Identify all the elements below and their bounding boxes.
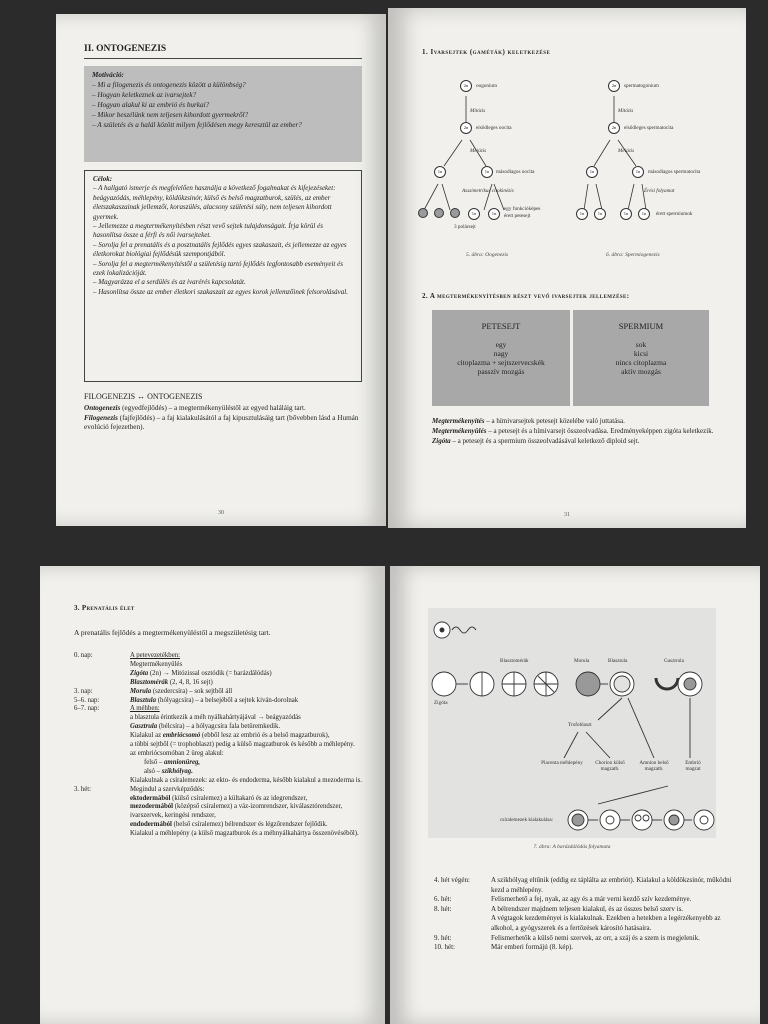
timeline-text: Kialakulnak a csíralemezek: az ekto- és endoderma, később kialakul a mezoderma is.: [130, 776, 362, 784]
week-text: Felismerhető a fej, nyak, az agy és a már verni kezdő szív kezdeménye.: [491, 895, 692, 904]
timeline-text: Kialakul a méhlepény (a külső magzatburok és a méhnyálkahártya összenövéséből).: [130, 830, 359, 838]
timeline-text: (belső csíralemez) bélrendszer és légzőrendszer fejlődik.: [171, 821, 328, 829]
caption-spermiogenezis: 6. ábra: Spermiogenezis: [606, 252, 660, 258]
label-spermatogonium: spermatogonium: [624, 83, 659, 89]
secondary-oocyte-cell: 1n: [481, 166, 493, 178]
motivation-item: – Mi a filogenezis és ontogenezis között a különbség?: [92, 81, 246, 89]
label-placenta: Placenta méhlepény: [541, 760, 583, 766]
term-megtermekenyules: Megtermékenyülés: [432, 427, 487, 435]
timeline-text: (2, 4, 8, 16 sejt): [168, 678, 213, 686]
goal-item: – Sorolja fel a prenatális és a posztnatális fejlődés egyes szakaszait, és jellemezze az egyes életkorokat biológiai fejlődésük szempontjából.: [93, 240, 347, 259]
timeline-text: az embriócsomóban 2 üreg alakul:: [130, 749, 224, 757]
timeline-location: A petevezetékben:: [130, 652, 181, 659]
label-meiozis: Meiózis: [470, 148, 487, 154]
label-amnion: Amnion belső magzatb.: [639, 760, 669, 772]
term-mezoderma: mezodermából: [130, 803, 174, 811]
timeline-text: (külső csíralemez) a kültakaró és az idegrendszer,: [170, 794, 308, 802]
motivation-item: – A születés és a halál között milyen fejlődésen megy keresztül az ember?: [92, 121, 302, 129]
prenatal-intro: A prenatális fejlődés a megtermékenyüléstől a megszületésig tart.: [74, 628, 271, 637]
timeline-key: 6–7. nap:: [74, 705, 100, 713]
week-text: Már emberi formájú (8. kép).: [491, 943, 574, 952]
petesejt-box: [432, 310, 570, 406]
spermium-box: [573, 310, 709, 406]
label-sp-meiozis: Meiózis: [618, 148, 635, 154]
label-morula: Morula: [574, 658, 590, 664]
timeline-text: a blasztula érintkezik a méh nyálkahártyájával → beágyazódás: [130, 714, 301, 722]
weekly-development: [434, 876, 734, 953]
spermium-title: SPERMIUM: [618, 321, 664, 331]
timeline-text: Megindul a szervképződés:: [130, 785, 205, 793]
label-blasztula: Blasztula: [608, 658, 628, 664]
goals-title: Célok:: [93, 175, 113, 183]
spermium-row: kicsi: [633, 349, 649, 358]
week-text: Felismerhetők a külső nemi szervek, az orr, a száj és a szem is megjelenik.: [491, 933, 700, 942]
motivation-item: – Hogyan keletkeznek az ivarsejtek?: [92, 91, 197, 99]
term-ektoderma: ektodermából: [130, 794, 171, 802]
term-embriocsomo: embriócsomó: [162, 732, 201, 740]
goal-item: – Jellemezze a megtermékenyítésben részt vevő sejtek tulajdonságait. Írja körül és hasonlítsa össze a férfi és női ivarsejteket.: [93, 222, 323, 240]
caption-oogenezis: 5. ábra: Oogenezis: [466, 252, 509, 258]
def-megtermekenyites: – a hímivarsejtek petesejt közelébe való juttatása.: [484, 417, 625, 425]
primary-oocyte-cell: 2n: [460, 122, 472, 134]
term-blasztula: Blasztula: [130, 696, 157, 704]
label-masodlagos-oocita: másodlagos oocita: [496, 169, 535, 175]
def-zigota: – a petesejt és a spermium összeolvadásával keletkező diploid sejt.: [450, 437, 640, 445]
timeline-text: felső –: [144, 758, 165, 766]
label-sp-mitozis: Mitózis: [618, 108, 634, 114]
goal-item: – A hallgató ismerje és megfelelően használja a következő fogalmakat és kifejezéseket: beágyazódás, méhlepény, köldökzsinór, külső és belső magzatburok, szülés, az ember életszakaszainak jellemzői, koraszülés, alacsony születési súly, nem teljesen kihordott gyermek.: [93, 184, 336, 221]
petesejt-row: nagy: [493, 349, 509, 358]
week-key: 9. hét:: [434, 933, 452, 942]
motivation-item: – Mikor beszélünk nem teljesen kihordott gyermekről?: [92, 111, 249, 119]
section-heading-prenatal: 3. Prenatális élet: [74, 604, 135, 612]
timeline-location: A méhben:: [130, 705, 160, 713]
week-key: 10. hét:: [434, 943, 455, 952]
filogenezis-text: (fajfejlődés) – a faj kialakulásától a faj kipusztulásáig tart (bővebben lásd a Humán evolúció fejezetben).: [84, 413, 359, 432]
goal-item: – Hasonlítsa össze az ember életkori szakaszait az egyes korok jellemzőinek felsorolásával.: [93, 287, 348, 296]
page-32: [40, 566, 385, 1024]
secondary-oocyte-cell: 1n: [434, 166, 446, 178]
term-amnionureg: amnionüreg,: [164, 758, 201, 766]
secondary-spermatocyte-cell: 1n: [632, 166, 644, 178]
ontogenezis-text: (egyedfejlődés) – a megtermékenyüléstől az egyed haláláig tart.: [120, 404, 306, 412]
term-megtermekenyites: Megtermékenyítés: [432, 417, 485, 425]
sperm-cell: 1n: [576, 208, 588, 220]
motivation-box: [84, 66, 362, 162]
heading-rule: [84, 58, 362, 59]
term-zigota: Zigóta: [432, 437, 451, 445]
filogenezis-title: FILOGENEZIS ↔ ONTOGENEZIS: [84, 392, 203, 401]
petesejt-row: citoplazma + sejtszervecskék: [457, 358, 545, 367]
filogenezis-body: [84, 404, 364, 433]
goal-item: – Magyarázza el a serdülés és az ivarérés kapcsolatát.: [93, 278, 246, 287]
label-elsodleges-spermatocita: elsődleges spermatocita: [624, 125, 674, 131]
week-text: A szikhólyag eltűnik (eddig ez táplálta az embriót). Kialakul a köldökzsinór, működni kezd a méhlepény.: [491, 876, 732, 894]
goal-item: – Sorolja fel a megtermékenyítéstől a születésig tartó fejlődés legfontosabb eseményeit és ezek lokalizációját.: [93, 259, 343, 278]
timeline-key: 3. hét:: [74, 785, 91, 793]
sperm-cell: 1n: [594, 208, 606, 220]
cleavage-figure: [428, 608, 716, 838]
page-33: [390, 566, 760, 1024]
timeline-text: (szedercsíra) – sok sejtből áll: [151, 687, 233, 695]
prenatal-timeline: [74, 652, 364, 839]
label-funkcioképes: egy funkcióképes: [504, 206, 541, 212]
timeline-text: (bélcsíra) – a hólyagcsíra fala betüremkedik.: [157, 723, 281, 731]
timeline-text: Kialakul az: [130, 732, 163, 740]
timeline-text: (középső csíralemez) a váz-izomrendszer, kiválasztórendszer, ivarszervek, keringési rendszer,: [130, 803, 343, 820]
sperm-cell: 1n: [638, 208, 650, 220]
page-number: 31: [564, 512, 570, 518]
egg-cell: 1n: [468, 208, 480, 220]
term-blasztomerak: Blasztomérák: [130, 678, 169, 686]
egg-cell: 1n: [488, 208, 500, 220]
petesejt-row: egy: [495, 340, 507, 349]
goals-box: [84, 170, 362, 382]
timeline-key: 0. nap:: [74, 652, 93, 659]
week-key: 4. hét végén:: [434, 876, 470, 884]
term-filogenezis: Filogenezis: [84, 413, 118, 422]
label-elsodleges-oocita: elsődleges oocita: [476, 125, 512, 131]
label-gasztrula: Gasztrula: [664, 658, 684, 664]
term-ontogenezis: Ontogenezis: [84, 404, 121, 412]
timeline-text: (ebből lesz az embrió és a belső magzatburok),: [200, 732, 330, 740]
label-masodlagos-spermatocita: másodlagos spermatocita: [648, 169, 701, 175]
label-oogonium: oogonium: [476, 83, 498, 89]
week-text: A bélrendszer majdnem teljesen kialakul, és az összes belső szerv is.: [491, 904, 684, 913]
primary-spermatocyte-cell: 2n: [608, 122, 620, 134]
label-trofoblaszt: Trofoblaszt: [568, 722, 592, 728]
spermium-row: sok: [635, 340, 647, 349]
section-heading-gametes: 1. Ivarsejtek (gaméták) keletkezése: [422, 48, 551, 56]
figure-caption: 7. ábra: A barázdálódás folyamata: [533, 844, 611, 850]
term-szikholyag: szikhólyag.: [161, 767, 193, 775]
timeline-text: (2n) → Mitózissal osztódik (= barázdálódás): [148, 669, 272, 677]
secondary-spermatocyte-cell: 1n: [586, 166, 598, 178]
timeline-text: (hólyagcsíra) – a belsejéből a sejtek kiván-dorolnak: [156, 696, 299, 704]
def-megtermekenyules: – a petesejt és a hímivarsejt összeolvadása. Eredményeképpen zigóta keletkezik.: [486, 427, 714, 435]
label-blasztomerak: Blasztomérák: [500, 658, 529, 664]
oogonium-cell: 2n: [460, 80, 472, 92]
motivation-title: Motiváció:: [92, 71, 124, 79]
term-endoderma: endodermából: [130, 821, 172, 829]
petesejt-row: passzív mozgás: [477, 367, 525, 376]
week-key: 6. hét:: [434, 895, 452, 904]
week-key: 8. hét:: [434, 904, 452, 913]
spermium-row: aktív mozgás: [621, 367, 661, 376]
polar-body-cell: [450, 208, 460, 218]
page-30: [56, 14, 386, 526]
label-mitozis: Mitózis: [470, 108, 486, 114]
label-asszimetrikus: Asszimetrikus citokinézis: [462, 188, 514, 194]
label-erett-petesejt: érett petesejt: [504, 213, 531, 219]
sperm-cell: 1n: [620, 208, 632, 220]
definitions: [432, 416, 722, 446]
timeline-text: a többi sejtből (= trophoblaszt) pedig a külső magzatburok és később a méhlepény.: [130, 741, 355, 749]
page-number: 30: [218, 510, 224, 516]
label-zigota: Zigóta: [434, 700, 448, 706]
page-31: [388, 8, 746, 528]
label-erett-spermiumok: érett spermiumok: [656, 211, 693, 217]
label-eresi-folyamat: Érési folyamat: [644, 188, 675, 194]
term-gasztrula: Gasztrula: [130, 723, 158, 731]
week-text: A végtagok kezdeményei is kialakulnak. Ezekben a hetekben a legérzékenyebb az alkohol, a gyógyszerek és a fertőzések károsító hatásaira.: [491, 914, 721, 932]
polar-body-cell: [434, 208, 444, 218]
term-zigota: Zigóta: [130, 669, 149, 677]
motivation-item: – Hogyan alakul ki az embrió és burkai?: [92, 101, 210, 109]
timeline-text: alsó –: [144, 767, 162, 775]
label-polarsejt: 3 polársejt: [454, 224, 476, 230]
term-morula: Morula: [130, 687, 152, 695]
label-csiralemezek: csíralemezek kialakulása:: [500, 817, 554, 823]
spermatogonium-cell: 2n: [608, 80, 620, 92]
week-key: [434, 914, 491, 933]
label-chorion: Chorion külső magzatb.: [595, 760, 625, 772]
petesejt-title: PETESEJT: [481, 321, 521, 331]
timeline-text: Megtermékenyülés: [130, 660, 183, 668]
timeline-key: 3. nap:: [74, 687, 93, 695]
label-embrio: Embrió magzat: [685, 760, 701, 772]
spermium-row: nincs citoplazma: [615, 358, 667, 367]
polar-body-cell: [418, 208, 428, 218]
timeline-key: 5–6. nap:: [74, 696, 100, 704]
section-heading-characteristics: 2. A megtermékenyítésben részt vevő ivarsejtek jellemzése:: [422, 292, 630, 300]
section-heading: II. ONTOGENEZIS: [84, 44, 167, 54]
